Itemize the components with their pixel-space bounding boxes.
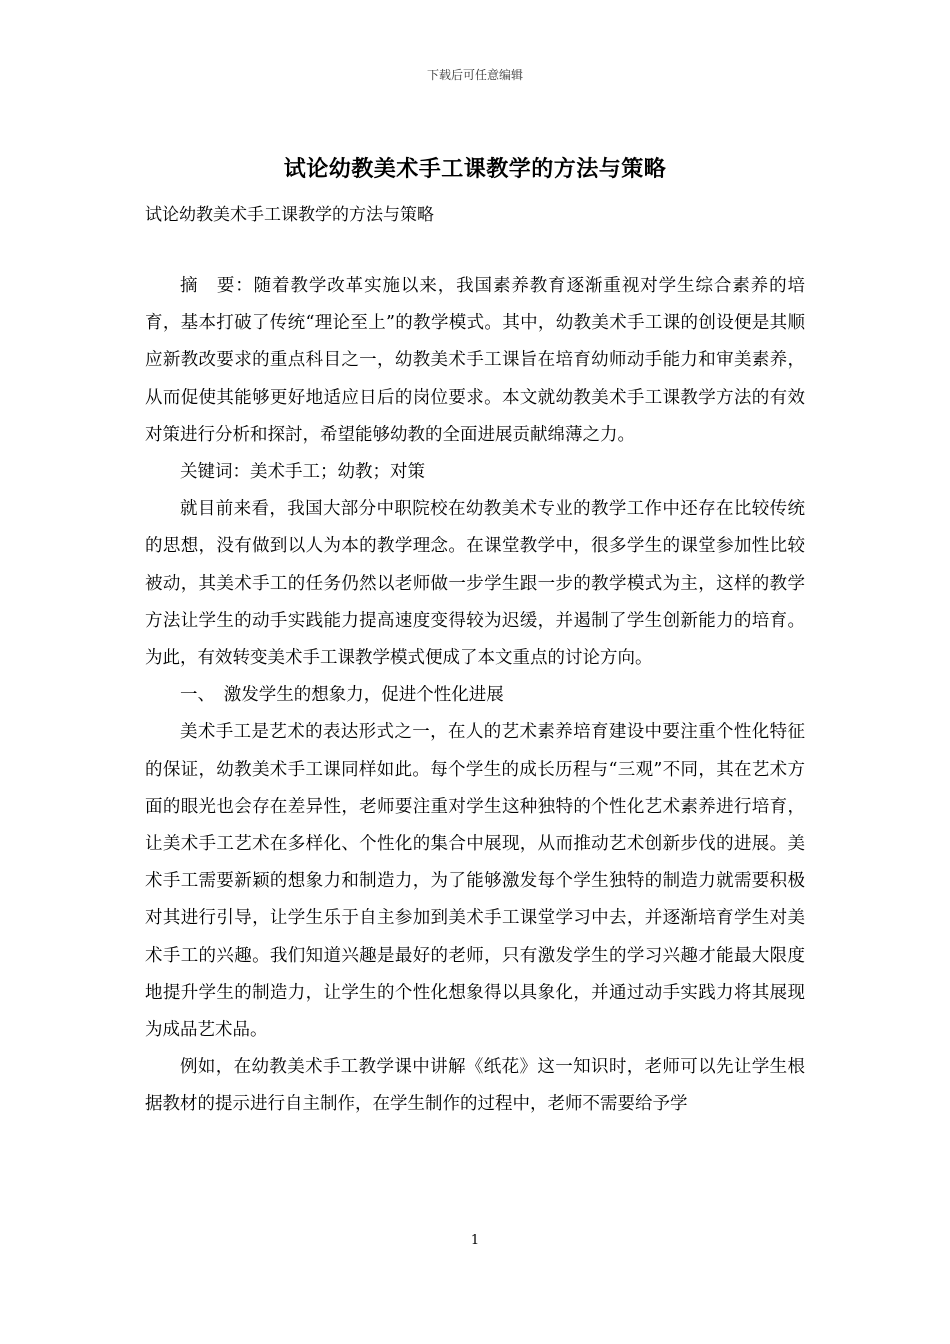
page-header-note: 下载后可任意编辑 (426, 68, 523, 82)
page-number: 1 (470, 1233, 480, 1248)
document-title: 试论幼教美术手工课教学的方法与策略 (283, 156, 667, 182)
abstract-paragraph: 摘 要：随着教学改革实施以来，我国素养教育逐渐重视对学生综合素养的培育，基本打破了传统“理论至上”的教学模式。其中，幼教美术手工课的创设便是其顺应新教改要求的重点科目之一，幼教美术手工课旨在培育幼师动手能力和审美素养，从而促使其能够更好地适应日后的岗位要求。本文就幼教美术手工课教学方法的有效对策进行分析和探討，希望能够幼教的全面进展贡献绵薄之力。 (145, 276, 805, 445)
intro-paragraph: 就目前来看，我国大部分中职院校在幼教美术专业的教学工作中还存在比较传统的思想，没有做到以人为本的教学理念。在课堂教学中，很多学生的课堂参加性比较被动，其美术手工的任务仍然以老师做一步学生跟一步的教学模式为主，这样的教学方法让学生的动手实践能力提高速度变得较为迟缓，并遏制了学生创新能力的培育。为此，有效转变美术手工课教学模式便成了本文重点的讨论方向。 (145, 499, 805, 669)
section-heading-1: 一、 激发学生的想象力，促进个性化进展 (180, 685, 504, 706)
body-paragraph: 美术手工是艺术的表达形式之一，在人的艺术素养培育建设中要注重个性化特征的保证，幼教美术手工课同样如此。每个学生的成长历程与“三观”不同，其在艺术方面的眼光也会存在差异性，老师要注重对学生这种独特的个性化艺术素养进行培育，让美术手工艺术在多样化、个性化的集合中展现，从而推动艺术创新步伐的进展。美术手工需要新颖的想象力和制造力，为了能够激发每个学生独特的制造力就需要积极对其进行引导，让学生乐于自主参加到美术手工课堂学习中去，并逐渐培育学生对美术手工的兴趣。我们知道兴趣是最好的老师，只有激发学生的学习兴趣才能最大限度地提升学生的制造力，让学生的个性化想象得以具象化，并通过动手实践力将其展现为成品艺术品。 (145, 722, 805, 1041)
keywords-paragraph: 关键词：美术手工；幼教；对策 (180, 462, 425, 483)
body-paragraph: 例如，在幼教美术手工教学课中讲解《纸花》这一知识时，老师可以先让学生根据教材的提示进行自主制作，在学生制作的过程中，老师不需要给予学 (145, 1057, 805, 1115)
document-body (145, 268, 805, 1124)
document-subtitle: 试论幼教美术手工课教学的方法与策略 (145, 205, 434, 225)
